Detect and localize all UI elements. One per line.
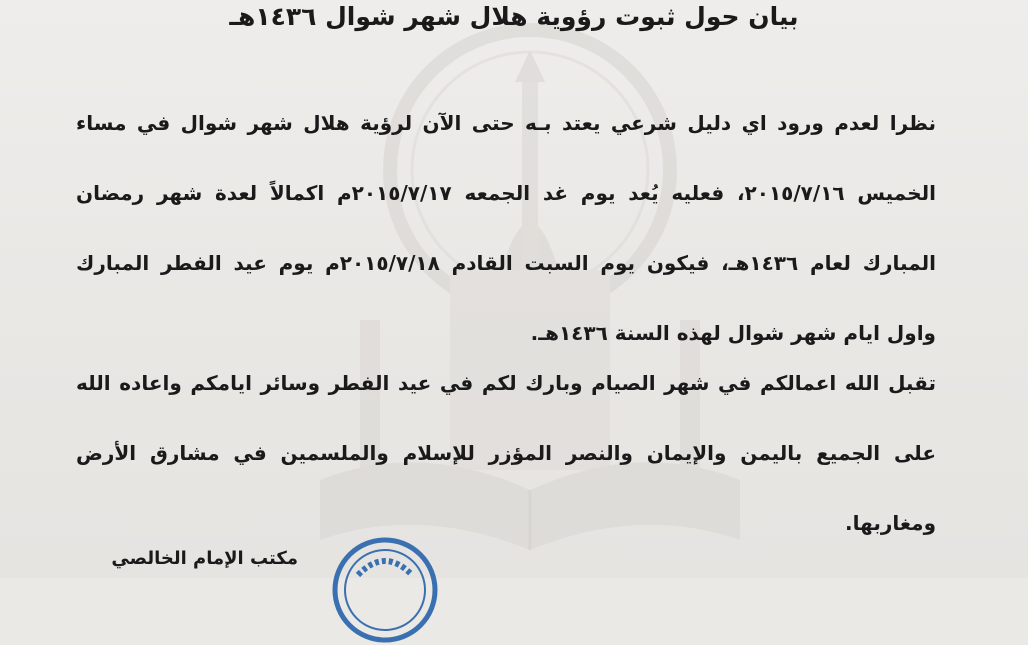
paragraph-line: ومغاربها. — [845, 511, 936, 535]
paragraph-line: تقبل الله اعمالكم في شهر الصيام وبارك لكم في عيد الفطر وسائر ايامكم واعاده الله — [76, 371, 936, 395]
signature-office: مكتب الإمام الخالصي — [111, 548, 298, 569]
paragraph-line: على الجميع باليمن والإيمان والنصر المؤزر للإسلام والملسمين في مشارق الأرض — [76, 441, 936, 465]
paragraph-line: واول ايام شهر شوال لهذه السنة ١٤٣٦هـ. — [530, 321, 936, 345]
paragraph-line: الخميس ٢٠١٥/٧/١٦، فعليه يُعد يوم غد الجمعه ٢٠١٥/٧/١٧م اكمالاً لعدة شهر رمضان — [76, 181, 936, 205]
paragraph-blessing — [76, 348, 936, 558]
paragraph-announcement — [76, 88, 936, 368]
paragraph-line: المبارك لعام ١٤٣٦هـ، فيكون يوم السبت القادم ٢٠١٥/٧/١٨م يوم عيد الفطر المبارك — [76, 251, 936, 275]
page-title: بيان حول ثبوت رؤوية هلال شهر شوال ١٤٣٦هـ — [229, 2, 799, 31]
paragraph-line: نظرا لعدم ورود اي دليل شرعي يعتد بـه حتى الآن لرؤية هلال شهر شوال في مساء — [76, 111, 936, 135]
office-stamp — [330, 535, 440, 645]
